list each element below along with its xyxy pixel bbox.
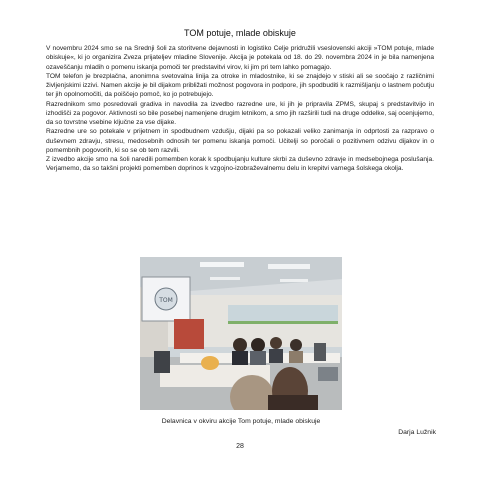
classroom-photo <box>140 257 342 410</box>
article-body <box>46 44 434 174</box>
photo-caption: Delavnica v okviru akcije Tom potuje, mlade obiskuje <box>161 418 321 425</box>
paragraph: V novembru 2024 smo se na Srednji šoli za storitvene dejavnosti in logistiko Celje pridružili vseslovenski akciji »TOM potuje, mlade obiskuje«, ki jo organizira Zveza prijateljev mladine Slovenije. Akcija je potekala od 18. do 29. novembra 2024 in je bila namenjena ozaveščanju mladih o pomenu iskanja pomoči ter predstavitvi virov, ki jim pri tem lahko pomagajo. <box>46 45 434 71</box>
paragraph: Razrednikom smo posredovali gradiva in navodila za izvedbo razredne ure, ki jih je pripravila ZPMS, skupaj s predstavitvijo in izhodišči za pogovor. Aktivnosti so bile posebej namenjene drugim letnikom, a smo jih razširili tudi na druge oddelke, saj ocenjujemo, da so tovrstne vsebine ključne za vse dijake. <box>46 100 434 126</box>
paragraph: Razredne ure so potekale v prijetnem in spodbudnem vzdušju, dijaki pa so pokazali veliko zanimanja in odprtosti za razpravo o duševnem zdravju, stresu, medosebnih odnosih ter pomenu iskanja pomoči. Učitelji so poročali o pozitivnem odzivu dijakov in o pomembnih pogovorih, ki so se ob tem razvili. <box>46 128 434 154</box>
paragraph: Z izvedbo akcije smo na šoli naredili pomemben korak k spodbujanju kulture skrbi za duševno zdravje in medsebojnega poslušanja. Verjamemo, da so takšni projekti pomemben doprinos k vzgojno-izobraževalnemu delu in krepitvi varnega šolskega okolja. <box>46 156 434 173</box>
paragraph: TOM telefon je brezplačna, anonimna svetovalna linija za otroke in mladostnike, ki se znajdejo v stiski ali se soočajo z različnimi življenjskimi izzivi. Namen akcije je bil dijakom približati možnost pogovora in podpore, jih spodbuditi k razmišljanju o lastnem počutju ter jih opolnomočiti, da poiščejo pomoč, ko jo potrebujejo. <box>46 72 434 99</box>
page-number: 28 <box>236 443 244 450</box>
svg-text:TOM: TOM <box>159 297 173 304</box>
article-title: TOM potuje, mlade obiskuje <box>184 28 296 38</box>
author-name: Darja Lužnik <box>398 429 436 436</box>
